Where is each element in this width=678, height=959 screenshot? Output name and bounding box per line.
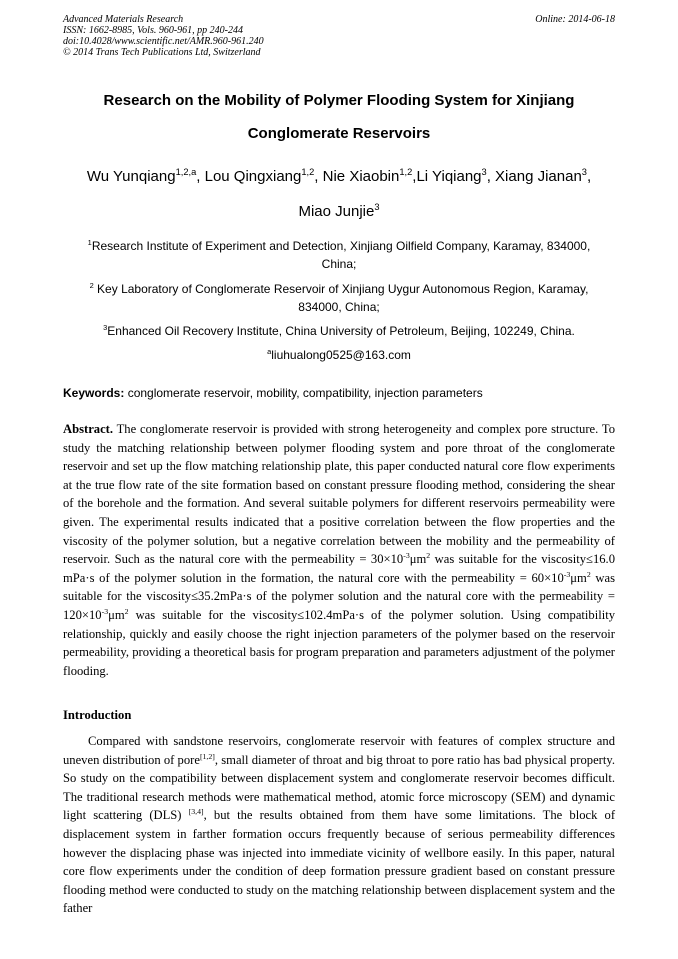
journal-name: Advanced Materials Research bbox=[63, 14, 184, 25]
author-list-line-2 bbox=[40, 203, 638, 220]
author-name: Lou Qingxiang bbox=[204, 168, 302, 185]
author-name: Miao Junjie bbox=[298, 203, 375, 220]
citation-ref: [3,4] bbox=[188, 807, 204, 817]
affiliation-1: $^1$Research Institute of Experiment and Detection, Xinjiang Oilfield Company, Karamay, 834000, China; bbox=[87, 238, 591, 271]
affiliation-3: $^3$Enhanced Oil Recovery Institute, China University of Petroleum, Beijing, 102249, China. bbox=[103, 323, 575, 338]
doi-line: doi:10.4028/www.scientific.net/AMR.960-961.240 bbox=[63, 36, 264, 47]
paper-title-line-2: Conglomerate Reservoirs bbox=[247, 125, 431, 142]
citation-ref: [1,2] bbox=[199, 751, 215, 761]
affiliation-2: $^2$ Key Laboratory of Conglomerate Reservoir of Xinjiang Uygur Autonomous Region, Karamay, 834000, China; bbox=[89, 281, 589, 314]
copyright-line: © 2014 Trans Tech Publications Ltd, Switzerland bbox=[63, 47, 261, 58]
author-affiliation-mark: 3 bbox=[481, 167, 487, 177]
author-affiliation-mark: 3 bbox=[581, 167, 587, 177]
introduction-heading: Introduction bbox=[63, 708, 132, 722]
keywords-line bbox=[63, 386, 615, 400]
author-name: Li Yiqiang bbox=[416, 168, 482, 185]
page-header bbox=[63, 14, 615, 58]
keywords-label: Keywords: bbox=[63, 386, 125, 400]
author-name: Wu Yunqiang bbox=[86, 168, 176, 185]
abstract-paragraph: Abstract. The conglomerate reservoir is provided with strong heterogeneity and complex pore structure. To study the matching relationship between polymer flooding system and pore throat of the conglomerate reservoir and set up the flow matching relationship plate, this paper conducted natural core flow experiments at the true flow rate of the site formation based on constant pressure flooding method, considering the shear of the borehole and the formation. And several suitable polymers for different reservoirs permeability were given. The experimental results indicated that a positive correlation between the flow properties and the viscosity of the polymer solution, but a negative correlation between the mobility and the permeability of reservoir. Such as the natural core with the permeability = $30\times 10^{-3}\mu m^2$ was suitable for the viscosity≤16.0 mPa·s of the polymer solution in the formation, the natural core with the permeability = $60\times 10^{-3}\mu m^2$ was suitable for the viscosity≤35.2mPa·s of the polymer solution and the natural core with the permeability = $120\times 10^{-3}\mu m^2$ was suitable for the viscosity≤102.4mPa·s of the polymer solution. Using compatibility relationship, quickly and easily choose the right injection parameters of the polymer based on the reservoir permeability, providing a theoretical basis for program preparation and parameters adjustment of the polymer flooding. bbox=[63, 422, 616, 678]
author-name: Xiang Jianan bbox=[495, 168, 582, 185]
author-affiliation-mark: 1,2,a bbox=[175, 167, 197, 177]
abstract-label: Abstract. bbox=[63, 422, 114, 436]
author-affiliation-mark: 1,2 bbox=[399, 167, 413, 177]
paper-title-line-1: Research on the Mobility of Polymer Flooding System for Xinjiang bbox=[103, 92, 575, 109]
corresponding-email: $^a$liuhualong0525@163.com bbox=[267, 347, 411, 362]
author-affiliation-mark: 3 bbox=[374, 202, 380, 212]
author-list-line-1: Wu Yunqiang$^{1,2,a}$, Lou Qingxiang$^{1,2}$, Nie Xiaobin$^{1,2}$,Li Yiqiang$^3$, Xiang Jianan$^3$, bbox=[86, 167, 592, 185]
author-affiliation-mark: 1,2 bbox=[301, 167, 315, 177]
author-name: Nie Xiaobin bbox=[322, 168, 400, 185]
introduction-paragraph: Compared with sandstone reservoirs, conglomerate reservoir with features of complex structure and uneven distribution of pore[1,2], small diameter of throat and big throat to pore ratio has bad physical property. So study on the compatibility between displacement system and conglomerate reservoir becomes difficult. The traditional research methods were mathematical method, atomic force microscopy (SEM) and dynamic light scattering (DLS) [3,4], but the results obtained from them have some limitations. The block of displacement system in farther formation occurs frequently because of serious permeability differences however the displacing phase was injected into immediate vicinity of wellbore easily. In this paper, natural core flow experiments under the condition of deep formation pressure gradient based on constant pressure flooding method were conducted to study on the matching relationship between displacement system and the father bbox=[63, 734, 616, 916]
keywords-text: conglomerate reservoir, mobility, compatibility, injection parameters bbox=[124, 386, 483, 400]
issn-line: ISSN: 1662-8985, Vols. 960-961, pp 240-244 bbox=[63, 25, 243, 36]
online-date: Online: 2014-06-18 bbox=[535, 14, 615, 25]
